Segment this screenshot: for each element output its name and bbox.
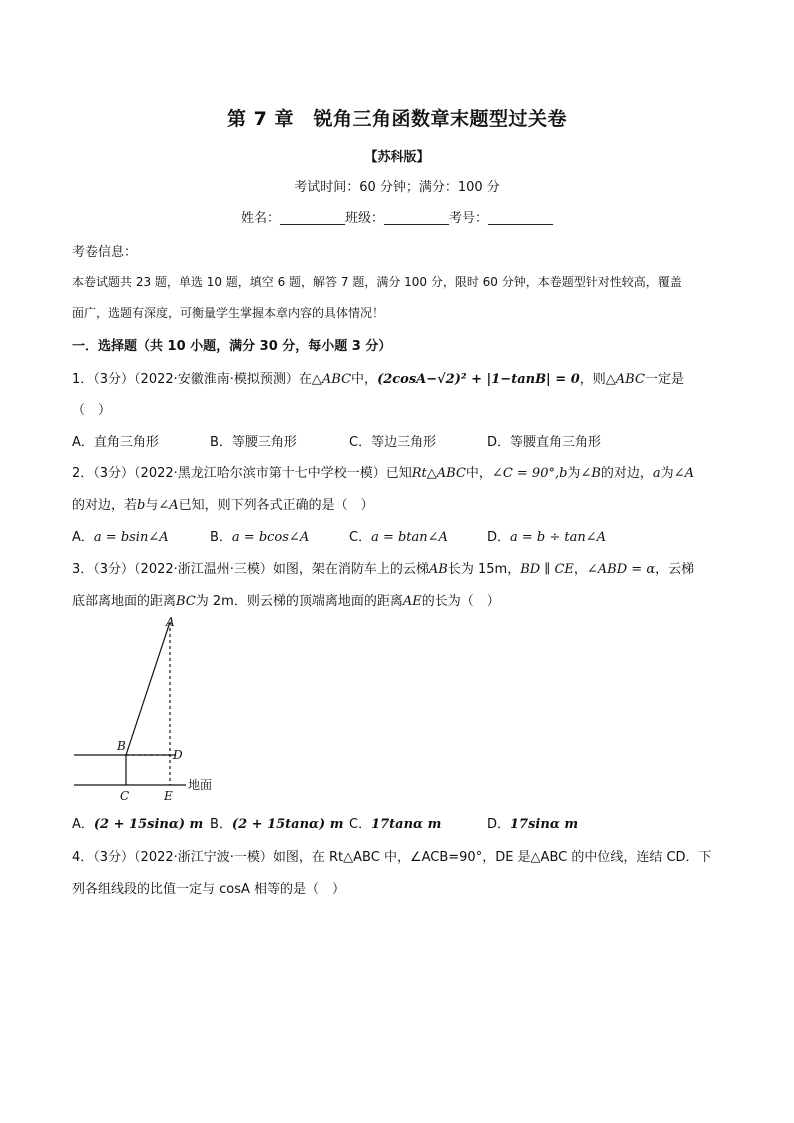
question-3-line1 xyxy=(72,558,694,577)
label-c: C xyxy=(120,789,130,803)
q2-option-d xyxy=(487,526,606,545)
q2-option-math: a = b ÷ tan∠A xyxy=(510,530,607,545)
q1-equation: (2cosA−√2)² + |1−tanB| = 0 xyxy=(377,372,580,387)
q3-option-math: 17sinα m xyxy=(510,817,579,832)
q2-math: ∠B xyxy=(580,466,601,481)
q3-option-math: 17tanα m xyxy=(371,817,442,832)
label-e: E xyxy=(164,789,173,803)
q3-text: 长为 15m， xyxy=(447,562,521,577)
label-a: A xyxy=(166,615,175,629)
q3-option-math: (2 + 15tanα) m xyxy=(231,817,344,832)
q1-option-d: D．等腰直角三角形 xyxy=(487,435,602,450)
question-1-line1 xyxy=(72,368,684,387)
q3-text: ， xyxy=(573,562,587,577)
segment-ab xyxy=(126,622,170,755)
label-ground: 地面 xyxy=(188,778,213,792)
student-info-fields: 姓名：__________班级：__________考号：__________ xyxy=(240,211,553,226)
q1-text: 一定是 xyxy=(644,372,684,387)
question-3-line2 xyxy=(72,590,500,609)
q3-option-label: D． xyxy=(487,817,511,832)
q2-math: ∠A xyxy=(158,498,179,513)
q3-text: 为 2m．则云梯的顶端离地面的距离 xyxy=(195,594,403,609)
q2-text: 的对边， xyxy=(600,466,653,481)
page-title: 第 7 章 锐角三角函数章末题型过关卷 xyxy=(227,108,567,130)
q3-math: BC xyxy=(176,594,196,609)
q3-text: 底部离地面的距离 xyxy=(72,594,177,609)
q2-text: 为 xyxy=(567,466,581,481)
q2-text: 的对边，若 xyxy=(72,498,138,513)
q1-option-a: A．直角三角形 xyxy=(72,435,159,450)
q2-option-b xyxy=(210,526,309,545)
q3-math: AE xyxy=(402,594,422,609)
q2-text: 与 xyxy=(145,498,159,513)
q3-math: BD ∥ CE xyxy=(520,562,574,577)
q2-math: ∠C = 90°,b xyxy=(491,466,568,481)
q2-option-c xyxy=(349,526,448,545)
q3-option-d xyxy=(487,813,578,832)
q3-option-label: B． xyxy=(210,817,232,832)
q2-text: 中， xyxy=(465,466,492,481)
q2-text: 为 xyxy=(660,466,674,481)
section-heading: 一．选择题（共 10 小题，满分 30 分，每小题 3 分） xyxy=(72,339,392,354)
q2-math: ∠A xyxy=(673,466,694,481)
q3-math: AB xyxy=(428,562,448,577)
q3-option-a xyxy=(72,813,203,832)
q2-option-label: D． xyxy=(487,530,511,545)
q1-text: 中， xyxy=(351,372,378,387)
q2-math: b xyxy=(137,498,146,513)
q2-option-a xyxy=(72,526,169,545)
question-2-line1 xyxy=(72,462,694,481)
q3-option-math: (2 + 15sinα) m xyxy=(93,817,204,832)
q3-option-label: C． xyxy=(349,817,372,832)
question-4-line2: 列各组线段的比值一定与 cosA 相等的是（ ） xyxy=(72,882,346,897)
q3-text: ，云梯 xyxy=(655,562,695,577)
q2-option-label: C． xyxy=(349,530,372,545)
q2-option-math: a = btan∠A xyxy=(371,530,448,545)
q2-text: 2．（3分）（2022·黑龙江哈尔滨市第十七中学校一模）已知 xyxy=(72,466,412,481)
question-1-line2: （ ） xyxy=(72,403,112,418)
label-d: D xyxy=(173,748,183,762)
q2-text: 已知，则下列各式正确的是（ ） xyxy=(178,498,374,513)
exam-info-label: 考卷信息： xyxy=(72,245,138,260)
q3-option-c xyxy=(349,813,441,832)
q2-math: Rt△ABC xyxy=(411,466,466,481)
q1-math: △ABC xyxy=(605,372,645,387)
q1-text: ，则 xyxy=(579,372,606,387)
q2-option-label: B． xyxy=(210,530,232,545)
q1-math: △ABC xyxy=(311,372,352,387)
q3-text: 的长为（ ） xyxy=(421,594,500,609)
q1-option-b: B．等腰三角形 xyxy=(210,435,297,450)
edition-label: 【苏科版】 xyxy=(364,150,430,165)
q2-option-math: a = bcos∠A xyxy=(231,530,310,545)
label-b: B xyxy=(117,739,126,753)
q3-option-label: A． xyxy=(72,817,94,832)
q3-option-b xyxy=(210,813,343,832)
q3-text: 3．（3分）（2022·浙江温州·三模）如图，架在消防车上的云梯 xyxy=(72,562,429,577)
q1-text: 1．（3分）（2022·安徽淮南·模拟预测）在 xyxy=(72,372,312,387)
q1-option-c: C．等边三角形 xyxy=(349,435,437,450)
question-2-line2 xyxy=(72,494,374,513)
ladder-figure xyxy=(60,610,240,810)
question-4-line1: 4．（3分）（2022·浙江宁波·一模）如图，在 Rt△ABC 中，∠ACB=90°，DE 是△ABC 的中位线，连结 CD．下 xyxy=(72,850,712,865)
exam-info-line1: 本卷试题共 23 题，单选 10 题，填空 6 题，解答 7 题，满分 100 分，限时 60 分钟，本卷题型针对性较高，覆盖 xyxy=(72,275,682,289)
exam-info-line2: 面广，选题有深度，可衡量学生掌握本章内容的具体情况！ xyxy=(72,306,385,320)
q2-option-math: a = bsin∠A xyxy=(93,530,169,545)
q2-math: a xyxy=(652,466,661,481)
q3-math: ∠ABD = α xyxy=(586,562,656,577)
q2-option-label: A． xyxy=(72,530,94,545)
exam-time: 考试时间：60 分钟；满分：100 分 xyxy=(294,180,500,195)
